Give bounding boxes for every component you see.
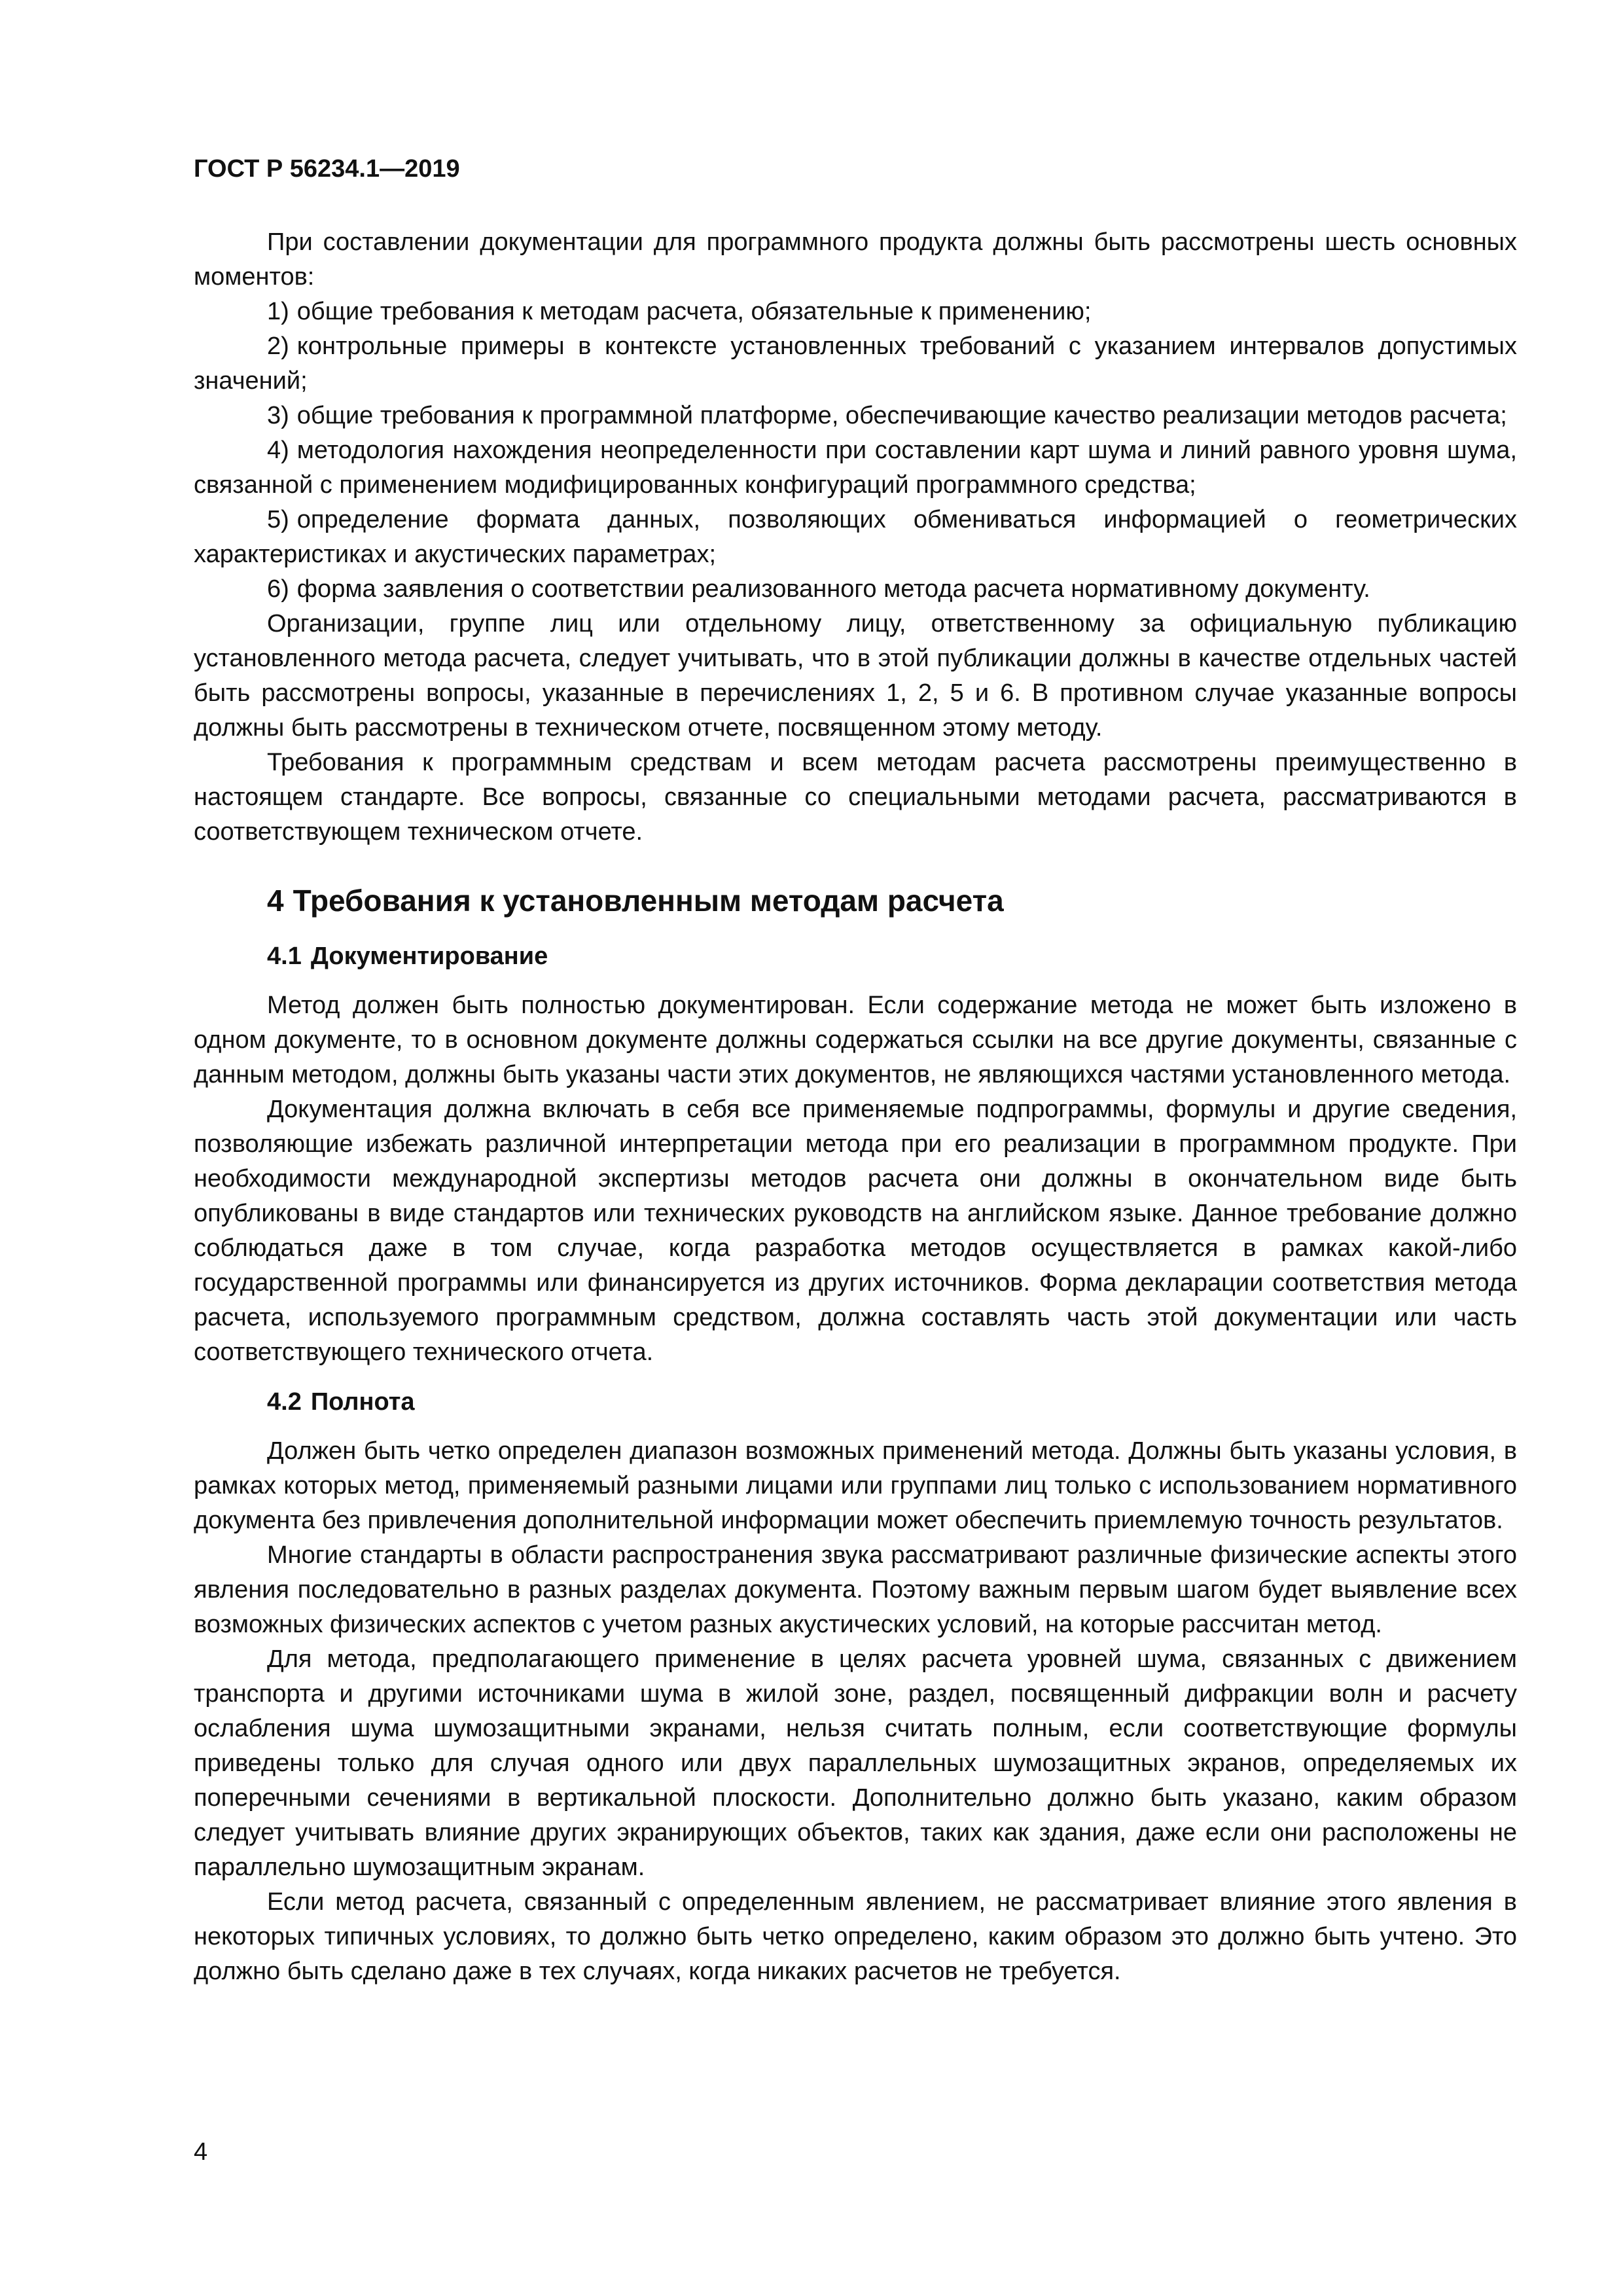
list-item-number: 6) [267,575,289,603]
standard-header: ГОСТ Р 56234.1—2019 [194,155,460,183]
completeness-paragraph-3: Для метода, предполагающего применение в целях расчета уровней шума, связанных с движением транспорта и другими источниками шума в жилой зоне, раздел, посвященный дифракции волн и расчету ослабления шума шумозащитными экранами, нельзя считать полным, если соответствующие формулы приведены только для случая одного или двух параллельных шумозащитных экранов, определяемых их поперечными сечениями в вертикальной плоскости. Дополнительно должно быть указано, каким образом следует учитывать влияние других экранирующих объектов, таких как здания, даже если они расположены не параллельно шумозащитным экранам. [194,1645,1517,1881]
list-item-number: 5) [267,506,289,533]
list-item-text: методология нахождения неопределенности при составлении карт шума и линий равного уровня шума, связанной с применением модифицированных конфигураций программного средства; [194,437,1517,499]
subsection-title: Документирование [310,942,548,970]
list-item [194,572,1517,607]
subsection-4-2-heading [267,1384,1517,1420]
intro-lead-paragraph: При составлении документации для программного продукта должны быть рассмотрены шесть основных моментов: [194,228,1517,291]
completeness-paragraph-2: Многие стандарты в области распространения звука рассматривают различные физические аспекты этого явления последовательно в разных разделах документа. Поэтому важным первым шагом будет выявление всех возможных физических аспектов с учетом разных акустических условий, на которые рассчитан метод. [194,1541,1517,1638]
list-item [194,433,1517,503]
list-item-text: общие требования к методам расчета, обязательные к применению; [296,298,1092,325]
list-item-text: контрольные примеры в контексте установленных требований с указанием интервалов допустимых значений; [194,332,1517,395]
section-4-heading [267,881,1517,920]
subsection-4-1-heading [267,939,1517,974]
section-title: Требования к установленным методам расчета [293,884,1004,918]
list-item [194,329,1517,399]
completeness-paragraph-1: Должен быть четко определен диапазон возможных применений метода. Должны быть указаны условия, в рамках которых метод, применяемый разными лицами или группами лиц только с использованием нормативного документа без привлечения дополнительной информации может обеспечить приемлемую точность результатов. [194,1437,1517,1534]
documentation-paragraph-1: Метод должен быть полностью документирован. Если содержание метода не может быть изложено в одном документе, то в основном документе должны содержаться ссылки на все другие документы, связанные с данным методом, должны быть указаны части этих документов, не являющихся частями установленного метода. [194,992,1517,1088]
requirements-list [194,295,1517,607]
list-item-number: 2) [267,332,289,360]
list-item [194,503,1517,572]
list-item [194,399,1517,433]
list-item-number: 4) [267,437,289,464]
completeness-paragraph-4: Если метод расчета, связанный с определенным явлением, не рассматривает влияние этого явления в некоторых типичных условиях, то должно быть четко определено, каким образом это должно быть учтено. Это должно быть сделано даже в тех случаях, когда никаких расчетов не требуется. [194,1888,1517,1985]
list-item-number: 3) [267,402,289,429]
list-item-text: определение формата данных, позволяющих обмениваться информацией о геометрических характеристиках и акустических параметрах; [194,506,1517,568]
intro-paragraph-publication: Организации, группе лиц или отдельному лицу, ответственному за официальную публикацию установленного метода расчета, следует учитывать, что в этой публикации должны в качестве отдельных частей быть рассмотрены вопросы, указанные в перечислениях 1, 2, 5 и 6. В противном случае указанные вопросы должны быть рассмотрены в техническом отчете, посвященном этому методу. [194,610,1517,742]
list-item-text: общие требования к программной платформе, обеспечивающие качество реализации методов расчета; [296,402,1507,429]
subsection-number: 4.2 [267,1388,302,1416]
list-item-number: 1) [267,298,289,325]
subsection-number: 4.1 [267,942,302,970]
subsection-title: Полнота [310,1388,415,1416]
documentation-paragraph-2: Документация должна включать в себя все применяемые подпрограммы, формулы и другие сведения, позволяющие избежать различной интерпретации метода при его реализации в программном продукте. При необходимости международной экспертизы методов расчета они должны в окончательном виде быть опубликованы в виде стандартов или технических руководств на английском языке. Данное требование должно соблюдаться даже в том случае, когда разработка методов осуществляется в рамках какой-либо государственной программы или финансируется из других источников. Форма декларации соответствия метода расчета, используемого программным средством, должна составлять часть этой документации или часть соответствующего технического отчета. [194,1096,1517,1366]
list-item-text: форма заявления о соответствии реализованного метода расчета нормативному документу. [296,575,1370,603]
section-number: 4 [267,884,284,918]
list-item [194,295,1517,329]
page-number: 4 [194,2138,208,2166]
page-content [194,225,1517,1989]
intro-paragraph-scope: Требования к программным средствам и всем методам расчета рассмотрены преимущественно в настоящем стандарте. Все вопросы, связанные со специальными методами расчета, рассматриваются в соответствующем техническом отчете. [194,749,1517,846]
